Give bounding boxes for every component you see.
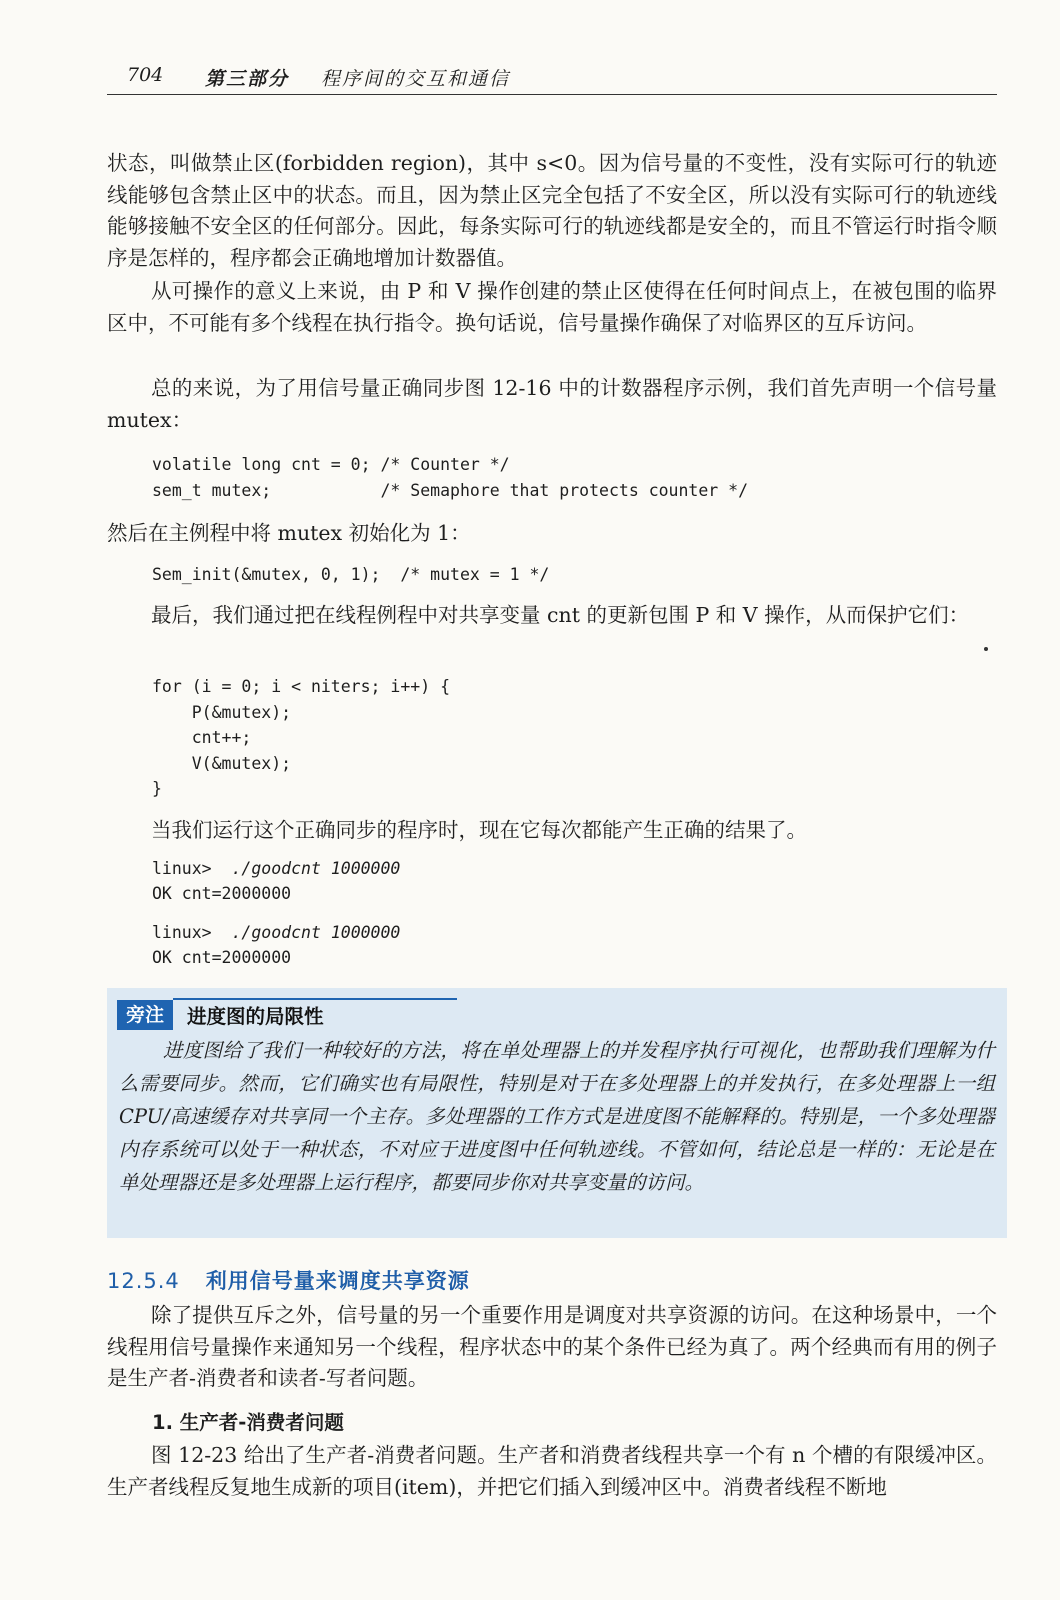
stray-mark — [984, 647, 988, 651]
subsection-heading: 1. 生产者-消费者问题 — [152, 1411, 344, 1434]
aside-box — [107, 988, 1007, 1238]
paragraph-declare-mutex: 总的来说，为了用信号量正确同步图 12-16 中的计数器程序示例，我们首先声明一个信号量 mutex： — [107, 376, 997, 432]
code-thread-loop: for (i = 0; i < niters; i++) { P(&mutex); cnt++; V(&mutex); } — [152, 677, 451, 798]
paragraph-correct-result: 当我们运行这个正确同步的程序时，现在它每次都能产生正确的结果了。 — [151, 818, 807, 842]
terminal-run-1 — [152, 857, 992, 906]
shell-output: OK cnt=2000000 — [152, 947, 292, 967]
paragraph-init-mutex: 然后在主例程中将 mutex 初始化为 1： — [107, 521, 471, 545]
part-label: 第三部分 — [205, 68, 290, 90]
paragraph-mutual-exclusion: 从可操作的意义上来说，由 P 和 V 操作创建的禁止区使得在任何时间点上，在被包围的临界区中，不可能有多个线程在执行指令。换句话说，信号量操作确保了对临界区的互斥访问。 — [107, 279, 997, 335]
shell-prompt: linux> — [152, 923, 212, 942]
aside-body: 进度图给了我们一种较好的方法，将在单处理器上的并发程序执行可视化，也帮助我们理解为什么需要同步。然而，它们确实也有局限性，特别是对于在多处理器上的并发执行，在多处理器上一组 CPU/高速缓存对共享同一个主存。多处理器的工作方式是进度图不能解释的。特别是，一个多处理器内存系统可以处于一种状态，不对应于进度图中任何轨迹线。不管如何，结论总是一样的：无论是在单处理器还是多处理器上运行程序，都要同步你对共享变量的访问。 — [119, 1039, 995, 1194]
aside-rule — [173, 998, 457, 1000]
paragraph-forbidden-region: 状态，叫做禁止区(forbidden region)，其中 s<0。因为信号量的不变性，没有实际可行的轨迹线能够包含禁止区中的状态。而且，因为禁止区完全包括了不安全区，所以没有实际可行的轨迹线能够接触不安全区的任何部分。因此，每条实际可行的轨迹线都是安全的，而且不管运行时指令顺序是怎样的，程序都会正确地增加计数器值。 — [107, 151, 997, 270]
shell-command: ./goodcnt 1000000 — [231, 923, 401, 942]
section-title: 利用信号量来调度共享资源 — [205, 1269, 470, 1293]
running-header — [107, 60, 997, 95]
paragraph-protect-cnt: 最后，我们通过把在线程例程中对共享变量 cnt 的更新包围 P 和 V 操作，从而保护它们： — [151, 603, 970, 627]
code-sem-init: Sem_init(&mutex, 0, 1); /* mutex = 1 */ — [152, 565, 550, 584]
code-mutex-declaration: volatile long cnt = 0; /* Counter */ sem_t mutex; /* Semaphore that protects counter */ — [152, 455, 749, 500]
shell-output: OK cnt=2000000 — [152, 883, 292, 903]
page-number: 704 — [127, 64, 164, 86]
terminal-run-2 — [152, 921, 992, 970]
chapter-title: 程序间的交互和通信 — [321, 68, 511, 90]
aside-title: 进度图的局限性 — [187, 1005, 324, 1028]
section-heading — [107, 1265, 470, 1295]
aside-tag: 旁注 — [117, 1000, 173, 1030]
paragraph-producer-consumer: 图 12-23 给出了生产者-消费者问题。生产者和消费者线程共享一个有 n 个槽的有限缓冲区。生产者线程反复地生成新的项目(item)，并把它们插入到缓冲区中。消费者线程不断地 — [107, 1443, 997, 1499]
paragraph-scheduling: 除了提供互斥之外，信号量的另一个重要作用是调度对共享资源的访问。在这种场景中，一个线程用信号量操作来通知另一个线程，程序状态中的某个条件已经为真了。两个经典而有用的例子是生产者-消费者和读者-写者问题。 — [107, 1303, 997, 1390]
shell-command: ./goodcnt 1000000 — [231, 859, 401, 878]
shell-prompt: linux> — [152, 859, 212, 878]
section-number: 12.5.4 — [107, 1269, 180, 1293]
